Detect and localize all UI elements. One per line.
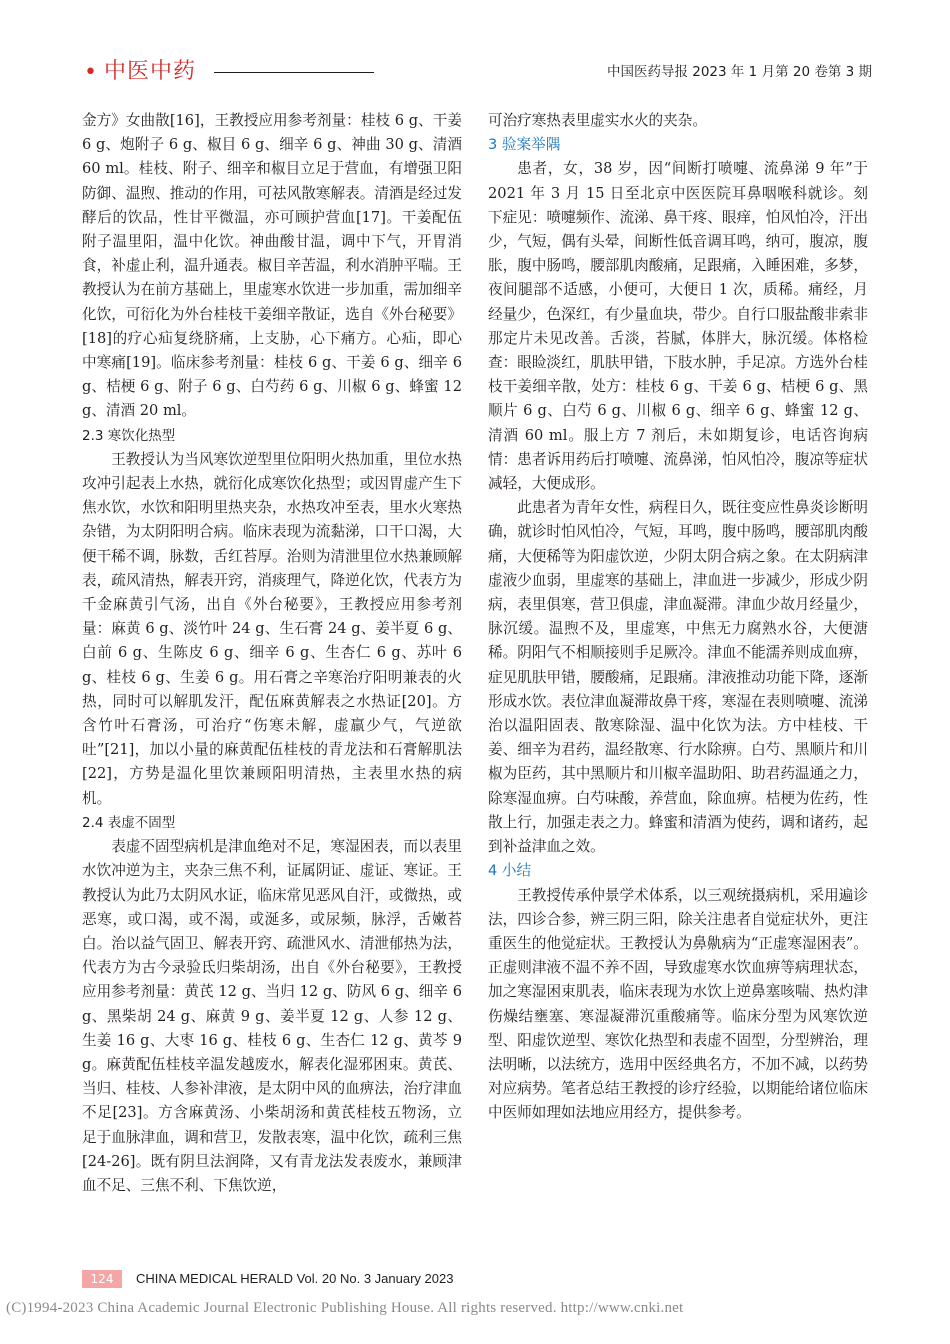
page-number-badge: 124 bbox=[82, 1270, 122, 1288]
journal-footer: CHINA MEDICAL HERALD Vol. 20 No. 3 January 2023 bbox=[136, 1271, 454, 1286]
header-bullet: • bbox=[84, 60, 97, 85]
left-column bbox=[82, 109, 462, 1198]
page-header bbox=[82, 58, 872, 92]
section-heading-summary: 4 小结 bbox=[488, 862, 532, 880]
section-heading-case: 3 验案举隅 bbox=[488, 136, 561, 154]
paragraph: 此患者为青年女性，病程日久，既往变应性鼻炎诊断明确，就诊时怕风怕冷，气短，耳鸣，腹中肠鸣，腰部肌肉酸痛，大便稀等为阳虚饮逆，少阴太阴合病之象。在太阴病津虚液少血弱，里虚寒的基础上，津血进一步减少，形成少阴病，表里俱寒，营卫俱虚，津血凝滞。津血少故月经量少，脉沉缓。温煦不及，里虚寒，中焦无力腐熟水谷，大便溏稀。阴阳气不相顺接则手足厥冷。津血不能濡养则成血痹，症见肌肤甲错，腰酸痛，足跟痛。津液推动功能下降，逐渐形成水饮。表位津血凝滞故鼻干疼，寒湿在表则喷嚏、流涕治以温阳固表、散寒除湿、温中化饮为法。方中桂枝、干姜、细辛为君药，温经散寒、行水除痹。白芍、黑顺片和川椒为臣药，其中黑顺片和川椒辛温助阳、助君药温通之力，除寒湿血痹。白芍味酸，养营血，除血痹。桔梗为佐药，性散上行，加强走表之力。蜂蜜和清酒为使药，调和诸药，起到补益津血之效。 bbox=[488, 499, 868, 856]
journal-info: 中国医药导报 2023 年 1 月第 20 卷第 3 期 bbox=[606, 64, 872, 80]
header-rule bbox=[214, 72, 374, 73]
subsection-heading-2-3: 2.3 寒饮化热型 bbox=[82, 427, 176, 444]
section-title: 中医中药 bbox=[104, 59, 197, 84]
right-column bbox=[488, 109, 868, 1126]
subsection-heading-2-4: 2.4 表虚不固型 bbox=[82, 814, 176, 831]
paragraph: 王教授传承仲景学术体系，以三观统摄病机，采用遍诊法，四诊合参，辨三阴三阳，除关注患者自觉症状外，更注重医生的他觉症状。王教授认为鼻鼽病为“正虚寒湿困表”。正虚则津液不温不养不固，导致虚寒水饮血痹等病理状态，加之寒湿困束肌表，临床表现为水饮上逆鼻塞咳喘、热灼津伤燥结壅塞、寒湿凝滞沉重酸痛等。临床分型为风寒饮逆型、阳虚饮逆型、寒饮化热型和表虚不固型，分型辨治，理法明晰，以法统方，选用中医经典名方，不加不减，以药势对应病势。笔者总结王教授的诊疗经验，以期能给诸位临床中医师如理如法地应用经方，提供参考。 bbox=[488, 886, 868, 1122]
paragraph: 患者，女，38 岁，因“间断打喷嚏、流鼻涕 9 年”于 2021 年 3 月 15 日至北京中医医院耳鼻咽喉科就诊。刻下症见：喷嚏频作、流涕、鼻干疼、眼痒，怕风怕冷，汗出少，气短，偶有头晕，间断性低音调耳鸣，纳可，腹凉，腹胀，腹中肠鸣，腰部肌肉酸痛，足跟痛，入睡困难，多梦，夜间腿部不适感，小便可，大便日 1 次，质稀。痛经，月经量少，色深红，有少量血块，带少。自行口服盐酸非索非那定片未见改善。舌淡，苔腻，体胖大，脉沉缓。体格检查：眼睑淡红，肌肤甲错，下肢水肿，手足凉。方选外台桂枝干姜细辛散，处方：桂枝 6 g、干姜 6 g、桔梗 6 g、黑顺片 6 g、白芍 6 g、川椒 6 g、细辛 6 g、蜂蜜 12 g、清酒 60 ml。服上方 7 剂后，未如期复诊，电话咨询病情：患者诉用药后打喷嚏、流鼻涕，怕风怕冷，腹凉等症状减轻，大便成形。 bbox=[488, 160, 868, 493]
paragraph: 可治疗寒热表里虚实水火的夹杂。 bbox=[488, 112, 707, 129]
copyright-watermark: (C)1994-2023 China Academic Journal Electronic Publishing House. All rights reserved. http://www.cnki.net bbox=[6, 1300, 684, 1316]
paragraph: 表虚不固型病机是津血绝对不足，寒湿困表，而以表里水饮冲逆为主，夹杂三焦不利，证属阴证、虚证、寒证。王教授认为此乃太阴风水证，临床常见恶风自汗，或微热，或恶寒，或口渴，或不渴，或涎多，或尿频，脉浮，舌嫩苔白。治以益气固卫、解表开窍、疏泄风水、清泄郁热为法，代表方为古今录验氐归柴胡汤，出自《外台秘要》，王教授应用参考剂量：黄芪 12 g、当归 12 g、防风 6 g、细辛 6 g、黑柴胡 24 g、麻黄 9 g、姜半夏 12 g、人参 12 g、生姜 16 g、大枣 16 g、桂枝 6 g、生杏仁 12 g、黄芩 9 g。麻黄配伍桂枝辛温发越废水，解表化湿邪困束。黄芪、当归、桂枝、人参补津液，是太阴中风的血痹法，治疗津血不足[23]。方含麻黄汤、小柴胡汤和黄芪桂枝五物汤，立足于血脉津血，调和营卫，发散表寒，温中化饮，疏利三焦[24-26]。既有阴旦法润降，又有青龙法发表废水，兼顾津血不足、三焦不利、下焦饮逆， bbox=[82, 838, 462, 1194]
paragraph: 王教授认为当风寒饮逆型里位阳明火热加重，里位水热攻冲引起表上水热，就衍化成寒饮化热型；或因胃虚产生下焦水饮，水饮和阳明里热夹杂，水热攻冲至表，里水火寒热杂错，为太阴阳明合病。临床表现为流黏涕，口干口渴，大便干稀不调，脉数，舌红苔厚。治则为清泄里位水热兼顾解表，疏风清热，解表开窍，消痰理气，降逆化饮，代表方为千金麻黄引气汤，出自《外台秘要》，王教授应用参考剂量：麻黄 6 g、淡竹叶 24 g、生石膏 24 g、姜半夏 6 g、白前 6 g、生陈皮 6 g、细辛 6 g、生杏仁 6 g、苏叶 6 g、桂枝 6 g、生姜 6 g。用石膏之辛寒治疗阳明兼表的火热，同时可以解肌发汗，配伍麻黄解表之水热证[20]。方含竹叶石膏汤，可治疗“伤寒未解，虚羸少气，气逆欲吐”[21]，加以小量的麻黄配伍桂枝的青龙法和石膏解肌法[22]，方势是温化里饮兼顾阳明清热，主表里水热的病机。 bbox=[82, 450, 462, 807]
paragraph: 金方》女曲散[16]，王教授应用参考剂量：桂枝 6 g、干姜 6 g、炮附子 6 g、椒目 6 g、细辛 6 g、神曲 30 g、清酒 60 ml。桂枝、附子、细辛和椒目立足于营血，有增强卫阳防御、温煦、推动的作用，可祛风散寒解表。清酒是经过发酵后的饮品，性甘平微温，亦可顾护营血[17]。干姜配伍附子温里阳，温中化饮。神曲酸甘温，调中下气，开胃消食，补虚止利，温升通表。椒目辛苦温，利水消肿平喘。王教授认为在前方基础上，里虚寒水饮进一步加重，需加细辛化饮，可衍化为外台桂枝干姜细辛散证，选自《外台秘要》[18]的疗心疝复绕脐痛，上支胁，心下痛方。心疝，即心中寒痛[19]。临床参考剂量：桂枝 6 g、干姜 6 g、细辛 6 g、桔梗 6 g、附子 6 g、白芍药 6 g、川椒 6 g、蜂蜜 12 g、清酒 20 ml。 bbox=[82, 112, 462, 420]
